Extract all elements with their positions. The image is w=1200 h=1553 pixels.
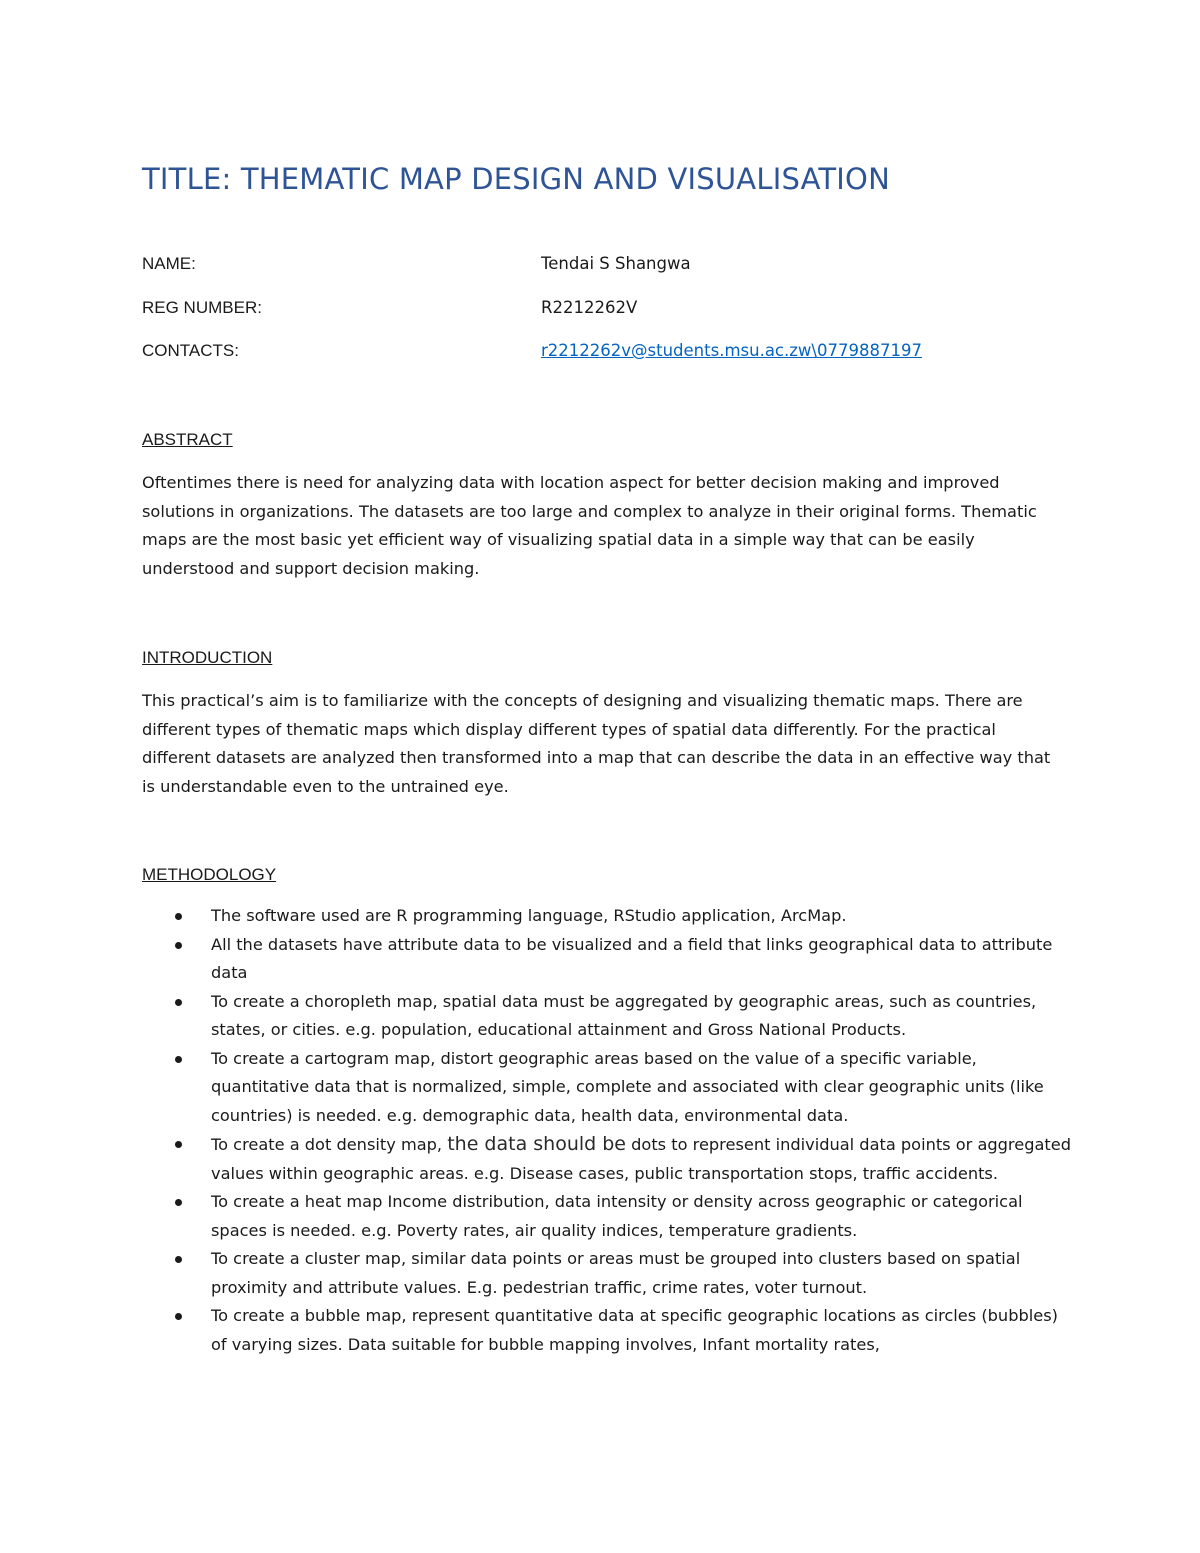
reg-number-label: REG NUMBER: <box>142 298 262 317</box>
list-item <box>142 902 1072 931</box>
bullet-icon <box>175 1056 182 1063</box>
name-label: NAME: <box>142 254 196 273</box>
methodology-heading: METHODOLOGY <box>142 865 277 884</box>
bullet-icon <box>175 942 182 949</box>
introduction-heading: INTRODUCTION <box>142 648 273 667</box>
bullet-icon <box>175 913 182 920</box>
list-item-text: To create a cartogram map, distort geographic areas based on the value of a specific variable, quantitative data that is normalized, simple, complete and associated with clear geographic units (like countries) is needed. e.g. demographic data, health data, environmental data. <box>211 1048 1044 1125</box>
list-item <box>142 1130 1072 1188</box>
abstract-heading: ABSTRACT <box>142 430 233 449</box>
bullet-icon <box>175 1256 182 1263</box>
document-title: TITLE: THEMATIC MAP DESIGN AND VISUALISATION <box>142 162 890 196</box>
bullet-icon <box>175 1199 182 1206</box>
introduction-text: This practical’s aim is to familiarize with the concepts of designing and visualizing thematic maps. There are different types of thematic maps which display different types of spatial data differently. For the practical different datasets are analyzed then transformed into a map that can describe the data in an effective way that is understandable even to the untrained eye. <box>142 691 1051 796</box>
abstract-text: Oftentimes there is need for analyzing data with location aspect for better decision making and improved solutions in organizations. The datasets are too large and complex to analyze in their original forms. Thematic maps are the most basic yet efficient way of visualizing spatial data in a simple way that can be easily understood and support decision making. <box>142 473 1037 578</box>
reg-number-value: R2212262V <box>541 298 638 317</box>
list-item <box>142 1245 1072 1302</box>
contacts-link[interactable]: r2212262v@students.msu.ac.zw\0779887197 <box>541 341 922 360</box>
list-item <box>142 1045 1072 1131</box>
list-item <box>142 1188 1072 1245</box>
bullet-icon <box>175 1313 182 1320</box>
bullet-icon <box>175 1141 182 1148</box>
list-item <box>142 1302 1072 1359</box>
list-item <box>142 931 1072 988</box>
list-item <box>142 988 1072 1045</box>
list-item-text: To create a cluster map, similar data points or areas must be grouped into clusters based on spatial proximity and attribute values. E.g. pedestrian traffic, crime rates, voter turnout. <box>211 1249 1021 1297</box>
dot-density-emphasis: the data should be <box>447 1133 626 1155</box>
list-item-text: To create a bubble map, represent quantitative data at specific geographic locations as circles (bubbles) of varying sizes. Data suitable for bubble mapping involves, Infant mortality rates, <box>211 1306 1058 1354</box>
dot-density-prefix: To create a dot density map, <box>211 1135 448 1154</box>
name-value: Tendai S Shangwa <box>541 254 691 273</box>
list-item-text: To create a heat map Income distribution, data intensity or density across geographic or categorical spaces is needed. e.g. Poverty rates, air quality indices, temperature gradients. <box>211 1192 1023 1240</box>
list-item-text: All the datasets have attribute data to be visualized and a field that links geographical data to attribute data <box>211 934 1053 982</box>
dot-density-suffix: dots to represent individual data points or aggregated values within geographic areas. e.g. Disease cases, public transportation stops, traffic accidents. <box>211 1135 1071 1183</box>
list-item-text: To create a choropleth map, spatial data must be aggregated by geographic areas, such as countries, states, or cities. e.g. population, educational attainment and Gross National Products. <box>211 991 1037 1039</box>
methodology-list <box>142 902 1072 1359</box>
bullet-icon <box>175 999 182 1006</box>
list-item-text: The software used are R programming language, RStudio application, ArcMap. <box>211 906 847 925</box>
contacts-label: CONTACTS: <box>142 341 239 360</box>
